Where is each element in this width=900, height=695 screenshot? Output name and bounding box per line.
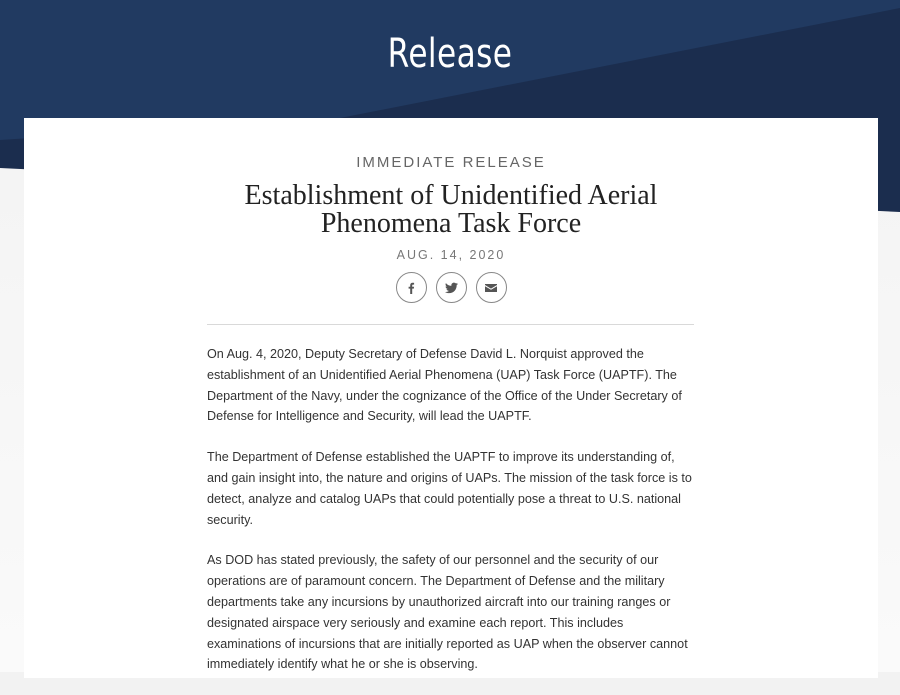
facebook-icon bbox=[405, 282, 417, 294]
article-paragraph: The Department of Defense established the UAPTF to improve its understanding of, and gain insight into, the nature and origins of UAPs. The mission of the task force is to detect, analyze and catalog UAPs that could potentially pose a threat to U.S. national security. bbox=[207, 450, 692, 527]
article-title-line: Phenomena Task Force bbox=[320, 208, 582, 239]
twitter-share-button[interactable] bbox=[436, 272, 467, 303]
twitter-icon bbox=[445, 282, 458, 294]
article-date: AUG. 14, 2020 bbox=[396, 248, 506, 262]
article-paragraph: On Aug. 4, 2020, Deputy Secretary of Defense David L. Norquist approved the establishment of an Unidentified Aerial Phenomena (UAP) Task Force (UAPTF). The Department of the Navy, under the cognizance of the Office of the Under Secretary of Defense for Intelligence and Security, will lead the UAPTF. bbox=[207, 347, 682, 424]
share-buttons bbox=[24, 272, 878, 303]
release-card bbox=[24, 118, 878, 678]
email-share-button[interactable] bbox=[476, 272, 507, 303]
divider bbox=[207, 324, 694, 325]
article-title bbox=[24, 182, 878, 238]
facebook-share-button[interactable] bbox=[396, 272, 427, 303]
article-paragraph: As DOD has stated previously, the safety of our personnel and the security of our operations are of paramount concern. The Department of Defense and the military departments take any incursions by unauthorized aircraft into our training ranges or designated airspace very seriously and examine each report. This includes examinations of incursions that are initially reported as UAP when the observer cannot immediately identify what he or she is observing. bbox=[207, 553, 688, 672]
email-icon bbox=[485, 283, 497, 293]
release-type-label: IMMEDIATE RELEASE bbox=[356, 154, 546, 171]
article-body bbox=[207, 344, 697, 695]
page-title: Release bbox=[387, 31, 513, 77]
article-title-line: Establishment of Unidentified Aerial bbox=[244, 180, 658, 211]
